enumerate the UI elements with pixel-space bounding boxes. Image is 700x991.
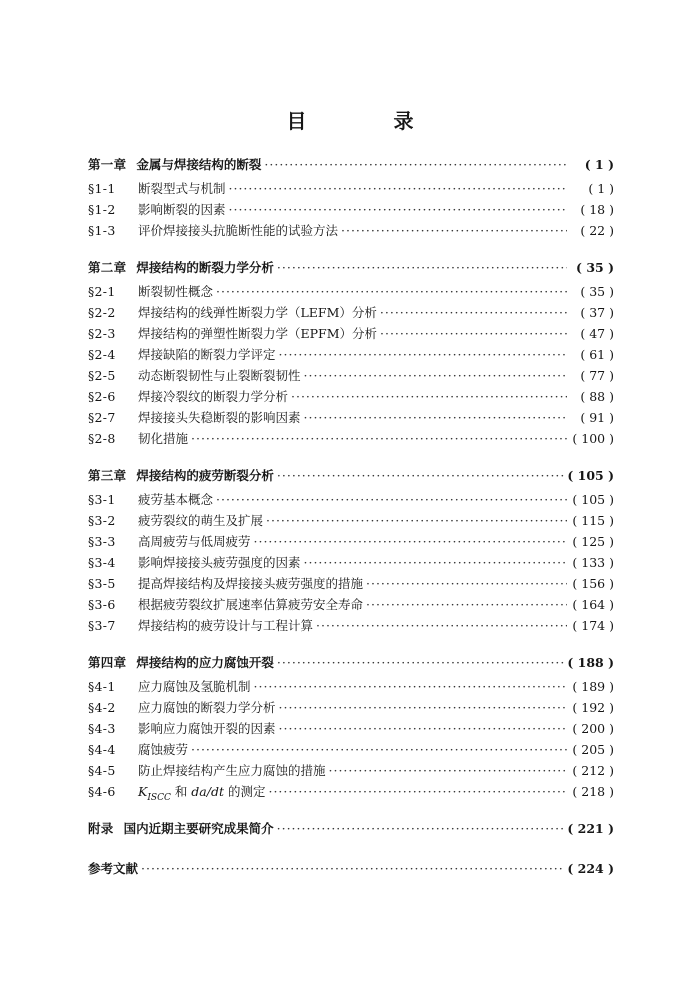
- section-title: 影响焊接接头疲劳强度的因素: [138, 555, 301, 570]
- section-number: §2-1: [88, 284, 116, 299]
- toc-section-3-1[interactable]: [88, 489, 614, 510]
- dot-leader: [216, 281, 567, 302]
- page-number: ( 35 ): [570, 255, 614, 281]
- dot-leader: [268, 781, 567, 802]
- section-title: 疲劳裂纹的萌生及扩展: [138, 513, 264, 528]
- toc-section-3-3[interactable]: [88, 531, 614, 552]
- toc-section-2-4[interactable]: [88, 344, 614, 365]
- page-number: ( 47 ): [570, 323, 614, 344]
- toc-section-3-2[interactable]: [88, 510, 614, 531]
- k-symbol: K: [138, 784, 148, 799]
- section-title: 影响断裂的因素: [138, 202, 226, 217]
- dot-leader: [291, 386, 567, 407]
- section-number: §4-4: [88, 742, 116, 757]
- toc-section-2-5[interactable]: [88, 365, 614, 386]
- dot-leader: [304, 407, 567, 428]
- toc-section-2-2[interactable]: [88, 302, 614, 323]
- page-number: ( 1 ): [570, 178, 614, 199]
- page-number: ( 1 ): [570, 152, 614, 178]
- section-number: §2-2: [88, 305, 116, 320]
- toc-chapter-1[interactable]: [88, 152, 614, 178]
- toc-chapter-4[interactable]: [88, 650, 614, 676]
- section-title: 断裂型式与机制: [138, 181, 226, 196]
- page-number: ( 22 ): [570, 220, 614, 241]
- page-number: ( 91 ): [570, 407, 614, 428]
- section-title: 焊接结构的线弹性断裂力学（LEFM）分析: [138, 305, 377, 320]
- page-number: ( 205 ): [570, 739, 614, 760]
- section-title: 提高焊接结构及焊接接头疲劳强度的措施: [138, 576, 364, 591]
- page-number: ( 37 ): [570, 302, 614, 323]
- chapter-number: 第二章: [88, 260, 127, 275]
- dot-leader: [191, 739, 567, 760]
- section-number: §3-5: [88, 576, 116, 591]
- page-number: ( 221 ): [567, 816, 614, 842]
- page-number: ( 133 ): [570, 552, 614, 573]
- section-number: §4-5: [88, 763, 116, 778]
- toc-section-2-7[interactable]: [88, 407, 614, 428]
- page-number: ( 61 ): [570, 344, 614, 365]
- page-number: ( 192 ): [570, 697, 614, 718]
- dot-leader: [366, 594, 567, 615]
- rate-symbol: da/dt: [191, 784, 224, 799]
- toc-section-4-3[interactable]: [88, 718, 614, 739]
- page-number: ( 164 ): [570, 594, 614, 615]
- toc-chapter-2[interactable]: [88, 255, 614, 281]
- section-number: §4-2: [88, 700, 116, 715]
- toc-section-2-3[interactable]: [88, 323, 614, 344]
- chapter-title: 焊接结构的疲劳断裂分析: [136, 468, 274, 483]
- page-number: ( 100 ): [570, 428, 614, 449]
- appendix-title: 国内近期主要研究成果简介: [123, 821, 274, 836]
- page-number: ( 125 ): [570, 531, 614, 552]
- chapter-title: 焊接结构的应力腐蚀开裂: [136, 655, 274, 670]
- title-suffix: 的测定: [224, 784, 266, 799]
- page-number: ( 115 ): [570, 510, 614, 531]
- dot-leader: [366, 573, 567, 594]
- references-title: 参考文献: [88, 861, 139, 876]
- toc-section-1-2[interactable]: [88, 199, 614, 220]
- page-number: ( 174 ): [570, 615, 614, 636]
- dot-leader: [277, 650, 564, 676]
- section-title: 焊接接头失稳断裂的影响因素: [138, 410, 301, 425]
- section-title: 焊接缺陷的断裂力学评定: [138, 347, 276, 362]
- section-number: §2-8: [88, 431, 116, 446]
- section-title: 焊接结构的疲劳设计与工程计算: [138, 618, 314, 633]
- toc-section-3-4[interactable]: [88, 552, 614, 573]
- dot-leader: [277, 463, 564, 489]
- page-number: ( 18 ): [570, 199, 614, 220]
- section-number: §3-3: [88, 534, 116, 549]
- page-number: ( 218 ): [570, 781, 614, 802]
- section-title: 影响应力腐蚀开裂的因素: [138, 721, 276, 736]
- dot-leader: [229, 178, 567, 199]
- toc-section-1-1[interactable]: [88, 178, 614, 199]
- section-title: 应力腐蚀的断裂力学分析: [138, 700, 276, 715]
- dot-leader: [254, 676, 567, 697]
- dot-leader: [216, 489, 567, 510]
- toc-section-2-6[interactable]: [88, 386, 614, 407]
- page-number: ( 156 ): [570, 573, 614, 594]
- section-number: §2-5: [88, 368, 116, 383]
- toc-section-4-1[interactable]: [88, 676, 614, 697]
- dot-leader: [329, 760, 567, 781]
- section-number: §3-2: [88, 513, 116, 528]
- chapter-number: 第一章: [88, 157, 127, 172]
- toc-appendix[interactable]: [88, 816, 614, 842]
- section-number: §2-7: [88, 410, 116, 425]
- section-title: 焊接结构的弹塑性断裂力学（EPFM）分析: [138, 326, 378, 341]
- page-number: ( 200 ): [570, 718, 614, 739]
- section-title: 应力腐蚀及氢脆机制: [138, 679, 251, 694]
- toc-section-3-5[interactable]: [88, 573, 614, 594]
- toc-section-4-5[interactable]: [88, 760, 614, 781]
- toc-section-2-8[interactable]: [88, 428, 614, 449]
- section-title: 评价焊接接头抗脆断性能的试验方法: [138, 223, 339, 238]
- conjunction: 和: [170, 784, 192, 799]
- dot-leader: [380, 323, 567, 344]
- section-title: 疲劳基本概念: [138, 492, 214, 507]
- toc-section-4-2[interactable]: [88, 697, 614, 718]
- dot-leader: [341, 220, 567, 241]
- toc-chapter-3[interactable]: [88, 463, 614, 489]
- dot-leader: [264, 152, 567, 178]
- section-number: §2-3: [88, 326, 116, 341]
- section-number: §3-7: [88, 618, 116, 633]
- dot-leader: [191, 428, 567, 449]
- dot-leader: [229, 199, 567, 220]
- dot-leader: [279, 718, 567, 739]
- section-title: 根据疲劳裂纹扩展速率估算疲劳安全寿命: [138, 597, 364, 612]
- section-number: §1-2: [88, 202, 116, 217]
- page-number: ( 189 ): [570, 676, 614, 697]
- dot-leader: [254, 531, 567, 552]
- section-number: §2-4: [88, 347, 116, 362]
- section-number: §2-6: [88, 389, 116, 404]
- chapter-title: 金属与焊接结构的断裂: [136, 157, 262, 172]
- table-of-contents: [88, 152, 614, 882]
- page-title: 目 录: [286, 109, 454, 133]
- appendix-label: 附录: [88, 821, 114, 836]
- section-number: §4-3: [88, 721, 116, 736]
- page-number: ( 212 ): [570, 760, 614, 781]
- k-subscript: ISCC: [147, 792, 171, 803]
- dot-leader: [279, 697, 567, 718]
- toc-section-3-6[interactable]: [88, 594, 614, 615]
- page-number: ( 77 ): [570, 365, 614, 386]
- section-title: 防止焊接结构产生应力腐蚀的措施: [138, 763, 326, 778]
- page-number: ( 105 ): [570, 489, 614, 510]
- dot-leader: [316, 615, 567, 636]
- toc-section-4-6[interactable]: [88, 781, 614, 802]
- dot-leader: [279, 344, 567, 365]
- dot-leader: [277, 816, 565, 842]
- chapter-number: 第四章: [88, 655, 127, 670]
- chapter-title: 焊接结构的断裂力学分析: [136, 260, 274, 275]
- dot-leader: [380, 302, 567, 323]
- dot-leader: [141, 856, 564, 882]
- section-number: §4-6: [88, 784, 116, 799]
- section-number: §1-1: [88, 181, 116, 196]
- section-number: §3-6: [88, 597, 116, 612]
- toc-references[interactable]: [88, 856, 614, 882]
- page-number: ( 224 ): [567, 856, 614, 882]
- section-title: 动态断裂韧性与止裂断裂韧性: [138, 368, 301, 383]
- page-number: ( 188 ): [567, 650, 614, 676]
- section-title: [138, 781, 265, 809]
- section-number: §3-1: [88, 492, 116, 507]
- section-number: §4-1: [88, 679, 116, 694]
- section-title: 高周疲劳与低周疲劳: [138, 534, 251, 549]
- section-title: 腐蚀疲劳: [138, 742, 189, 757]
- section-title: 断裂韧性概念: [138, 284, 214, 299]
- page-number: ( 35 ): [570, 281, 614, 302]
- section-number: §1-3: [88, 223, 116, 238]
- toc-section-1-3[interactable]: [88, 220, 614, 241]
- dot-leader: [304, 552, 567, 573]
- section-number: §3-4: [88, 555, 116, 570]
- toc-section-4-4[interactable]: [88, 739, 614, 760]
- dot-leader: [304, 365, 567, 386]
- dot-leader: [277, 255, 567, 281]
- section-title: 焊接冷裂纹的断裂力学分析: [138, 389, 289, 404]
- page-number: ( 88 ): [570, 386, 614, 407]
- section-title: 韧化措施: [138, 431, 189, 446]
- toc-section-3-7[interactable]: [88, 615, 614, 636]
- toc-section-2-1[interactable]: [88, 281, 614, 302]
- dot-leader: [266, 510, 567, 531]
- page-number: ( 105 ): [567, 463, 614, 489]
- chapter-number: 第三章: [88, 468, 127, 483]
